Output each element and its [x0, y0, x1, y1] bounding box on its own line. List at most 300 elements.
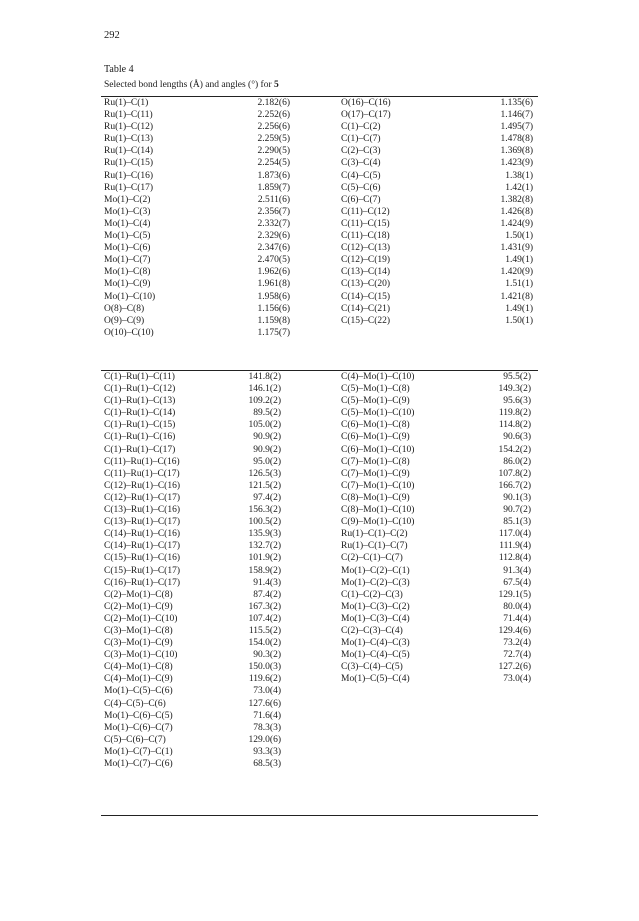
table-row: [104, 303, 290, 315]
row-label: C(12)–C(13): [341, 243, 391, 254]
bond-lengths-left-column: [104, 97, 290, 339]
row-value: 90.7(2): [503, 505, 531, 516]
row-value: 1.369(8): [500, 146, 533, 157]
row-value: 1.38(1): [505, 170, 533, 181]
table-row: [104, 746, 281, 758]
row-label: C(15)–Ru(1)–C(17): [104, 565, 180, 576]
table-row: [341, 625, 531, 637]
row-label: C(14)–Ru(1)–C(17): [104, 541, 180, 552]
table-row: [104, 407, 281, 419]
row-label: O(16)–C(16): [341, 98, 391, 108]
table-number: Table 4: [104, 64, 134, 75]
row-value: 1.426(8): [500, 206, 533, 217]
row-value: 117.0(4): [498, 529, 531, 540]
table-row: [341, 492, 531, 504]
row-label: C(2)–Mo(1)–C(10): [104, 613, 178, 624]
table-row: [104, 758, 281, 770]
row-value: 127.2(6): [498, 662, 531, 673]
row-value: 1.382(8): [500, 194, 533, 205]
row-value: 1.431(9): [500, 243, 533, 254]
row-value: 1.420(9): [500, 267, 533, 278]
row-value: 1.859(7): [257, 182, 290, 193]
row-value: 78.3(3): [253, 722, 281, 733]
row-value: 109.2(2): [248, 396, 281, 407]
row-label: C(12)–C(19): [341, 255, 391, 266]
row-value: 1.961(8): [257, 279, 290, 290]
row-label: Ru(1)–C(12): [104, 122, 154, 133]
row-label: C(5)–C(6): [341, 182, 381, 193]
row-value: 105.0(2): [248, 420, 281, 431]
row-label: Mo(1)–C(2)–C(1): [341, 565, 410, 576]
row-label: C(3)–Mo(1)–C(9): [104, 638, 173, 649]
table-row: [341, 577, 531, 589]
row-label: C(4)–Mo(1)–C(9): [104, 674, 173, 685]
row-value: 167.3(2): [248, 601, 281, 612]
row-value: 95.0(2): [253, 456, 281, 467]
table-row: [104, 97, 290, 109]
row-label: C(4)–Mo(1)–C(8): [104, 662, 173, 673]
table-row: [341, 431, 531, 443]
row-value: 127.6(6): [248, 698, 281, 709]
row-value: 1.478(8): [500, 134, 533, 145]
table-row: [104, 291, 290, 303]
row-value: 90.9(2): [253, 444, 281, 455]
table-row: [104, 242, 290, 254]
row-value: 2.290(5): [257, 146, 290, 157]
table-row: [104, 565, 281, 577]
table-row: [341, 230, 533, 242]
row-label: C(11)–Ru(1)–C(17): [104, 468, 180, 479]
row-value: 2.347(6): [257, 243, 290, 254]
row-value: 107.8(2): [498, 468, 531, 479]
row-value: 1.50(1): [505, 315, 533, 326]
row-label: C(14)–C(21): [341, 303, 391, 314]
row-label: C(6)–Mo(1)–C(8): [341, 420, 410, 431]
table-row: [104, 419, 281, 431]
row-label: Mo(1)–C(6)–C(5): [104, 710, 173, 721]
table-row: [341, 480, 531, 492]
table-row: [104, 480, 281, 492]
row-label: Ru(1)–C(17): [104, 182, 154, 193]
row-value: 1.50(1): [505, 231, 533, 242]
row-value: 71.6(4): [253, 710, 281, 721]
row-label: C(1)–Ru(1)–C(11): [104, 372, 175, 382]
row-value: 73.2(4): [503, 638, 531, 649]
row-label: C(13)–Ru(1)–C(17): [104, 517, 180, 528]
row-value: 90.1(3): [503, 492, 531, 503]
row-value: 91.3(4): [503, 565, 531, 576]
row-value: 112.8(4): [498, 553, 531, 564]
row-label: C(1)–Ru(1)–C(13): [104, 396, 176, 407]
table-row: [104, 552, 281, 564]
row-label: Ru(1)–C(16): [104, 170, 154, 181]
row-label: C(1)–Ru(1)–C(17): [104, 444, 176, 455]
row-value: 2.259(5): [257, 134, 290, 145]
row-label: C(6)–Mo(1)–C(10): [341, 444, 415, 455]
table-row: [104, 601, 281, 613]
row-value: 2.332(7): [257, 218, 290, 229]
table-row: [104, 218, 290, 230]
table-row: [104, 157, 290, 169]
row-value: 101.9(2): [248, 553, 281, 564]
row-value: 97.4(2): [253, 492, 281, 503]
row-label: Mo(1)–C(6)–C(7): [104, 722, 173, 733]
row-label: C(15)–C(22): [341, 315, 391, 326]
row-value: 1.962(6): [257, 267, 290, 278]
table-row: [341, 673, 531, 685]
row-value: 95.6(3): [503, 396, 531, 407]
table-row: [104, 266, 290, 278]
row-label: C(11)–C(12): [341, 206, 390, 217]
table-row: [104, 254, 290, 266]
row-label: Mo(1)–C(7)–C(1): [104, 746, 173, 757]
table-row: [341, 565, 531, 577]
table-row: [104, 383, 281, 395]
row-value: 132.7(2): [248, 541, 281, 552]
table-row: [104, 661, 281, 673]
row-label: Mo(1)–C(3)–C(4): [341, 613, 410, 624]
table-row: [104, 444, 281, 456]
row-label: Mo(1)–C(7)–C(6): [104, 759, 173, 769]
row-label: C(12)–Ru(1)–C(17): [104, 492, 180, 503]
row-label: C(14)–Ru(1)–C(16): [104, 529, 180, 540]
row-label: C(6)–Mo(1)–C(9): [341, 432, 410, 443]
row-value: 1.49(1): [505, 303, 533, 314]
row-value: 121.5(2): [248, 480, 281, 491]
row-label: C(1)–C(7): [341, 134, 381, 145]
row-value: 90.3(2): [253, 650, 281, 661]
table-row: [104, 589, 281, 601]
row-label: Mo(1)–C(5): [104, 231, 151, 242]
table-row: [341, 194, 533, 206]
table-row: [341, 97, 533, 109]
table-row: [104, 182, 290, 194]
table-row: [104, 468, 281, 480]
table-row: [104, 230, 290, 242]
row-value: 115.5(2): [248, 625, 281, 636]
row-label: Ru(1)–C(13): [104, 134, 154, 145]
row-label: C(1)–Ru(1)–C(15): [104, 420, 176, 431]
row-label: Mo(1)–C(2)–C(3): [341, 577, 410, 588]
table-row: [341, 182, 533, 194]
row-value: 1.135(6): [500, 98, 533, 108]
table-row: [104, 625, 281, 637]
row-value: 156.3(2): [248, 505, 281, 516]
table-row: [104, 540, 281, 552]
row-value: 154.2(2): [498, 444, 531, 455]
table-row: [341, 504, 531, 516]
table-row: [104, 577, 281, 589]
row-value: 90.6(3): [503, 432, 531, 443]
row-value: 68.5(3): [253, 759, 281, 769]
table-row: [341, 242, 533, 254]
table-row: [104, 637, 281, 649]
table-caption-text: Selected bond lengths (Å) and angles (°) for: [104, 80, 274, 90]
row-value: 135.9(3): [248, 529, 281, 540]
table-row: [104, 734, 281, 746]
row-label: Mo(1)–C(8): [104, 267, 151, 278]
row-value: 107.4(2): [248, 613, 281, 624]
row-value: 2.329(6): [257, 231, 290, 242]
table-row: [341, 254, 533, 266]
row-label: C(8)–Mo(1)–C(9): [341, 492, 410, 503]
row-label: Mo(1)–C(2): [104, 194, 151, 205]
row-value: 2.254(5): [257, 158, 290, 169]
row-label: C(9)–Mo(1)–C(10): [341, 517, 415, 528]
row-value: 111.9(4): [499, 541, 531, 552]
row-label: Ru(1)–C(14): [104, 146, 154, 157]
row-label: C(11)–C(15): [341, 218, 390, 229]
table-row: [104, 327, 290, 339]
table-row: [341, 444, 531, 456]
table-row: [341, 266, 533, 278]
row-label: C(8)–Mo(1)–C(10): [341, 505, 415, 516]
row-value: 91.4(3): [253, 577, 281, 588]
table-row: [104, 492, 281, 504]
table-row: [104, 278, 290, 290]
row-value: 119.8(2): [498, 408, 531, 419]
row-label: O(8)–C(8): [104, 303, 145, 314]
table-row: [341, 395, 531, 407]
table-row: [341, 278, 533, 290]
row-value: 1.175(7): [257, 327, 290, 338]
table-row: [104, 194, 290, 206]
table-row: [104, 528, 281, 540]
row-label: C(6)–C(7): [341, 194, 381, 205]
table-row: [341, 170, 533, 182]
table-caption: [104, 80, 279, 90]
row-value: 129.0(6): [248, 734, 281, 745]
row-value: 80.0(4): [503, 601, 531, 612]
table-row: [104, 722, 281, 734]
table-row: [341, 383, 531, 395]
row-value: 73.0(4): [253, 686, 281, 697]
row-value: 95.5(2): [503, 372, 531, 382]
row-label: C(1)–C(2): [341, 122, 381, 133]
table-row: [341, 601, 531, 613]
row-label: C(5)–Mo(1)–C(9): [341, 396, 410, 407]
row-value: 1.423(9): [500, 158, 533, 169]
row-label: Mo(1)–C(5)–C(6): [104, 686, 173, 697]
row-label: C(3)–Mo(1)–C(10): [104, 650, 178, 661]
table-row: [104, 170, 290, 182]
table-row: [341, 315, 533, 327]
table-row: [341, 407, 531, 419]
table-row: [104, 206, 290, 218]
row-value: 85.1(3): [503, 517, 531, 528]
row-label: Mo(1)–C(4)–C(5): [341, 650, 410, 661]
row-value: 67.5(4): [503, 577, 531, 588]
row-value: 1.421(8): [500, 291, 533, 302]
row-value: 2.470(5): [257, 255, 290, 266]
row-value: 93.3(3): [253, 746, 281, 757]
table-row: [341, 552, 531, 564]
row-value: 1.42(1): [505, 182, 533, 193]
row-value: 166.7(2): [498, 480, 531, 491]
table-row: [104, 698, 281, 710]
row-value: 1.424(9): [500, 218, 533, 229]
row-value: 71.4(4): [503, 613, 531, 624]
row-label: C(5)–Mo(1)–C(10): [341, 408, 415, 419]
row-label: Mo(1)–C(7): [104, 255, 151, 266]
row-value: 1.159(8): [257, 315, 290, 326]
row-label: C(7)–Mo(1)–C(10): [341, 480, 415, 491]
table-row: [341, 133, 533, 145]
table-row: [341, 157, 533, 169]
table-row: [104, 145, 290, 157]
row-label: Mo(1)–C(3)–C(2): [341, 601, 410, 612]
row-value: 1.51(1): [505, 279, 533, 290]
table-caption-compound: 5: [274, 80, 279, 90]
row-label: C(3)–Mo(1)–C(8): [104, 625, 173, 636]
row-value: 2.182(6): [257, 98, 290, 108]
row-value: 86.0(2): [503, 456, 531, 467]
table-row: [104, 516, 281, 528]
row-label: Mo(1)–C(4)–C(3): [341, 638, 410, 649]
row-value: 1.156(6): [257, 303, 290, 314]
row-value: 1.495(7): [500, 122, 533, 133]
row-value: 146.1(2): [248, 384, 281, 395]
row-value: 126.5(3): [248, 468, 281, 479]
row-label: C(1)–Ru(1)–C(14): [104, 408, 176, 419]
table-row: [104, 121, 290, 133]
row-label: O(9)–C(9): [104, 315, 145, 326]
row-value: 100.5(2): [248, 517, 281, 528]
table-row: [341, 419, 531, 431]
table-row: [104, 613, 281, 625]
row-label: C(14)–C(15): [341, 291, 391, 302]
table-row: [104, 431, 281, 443]
row-label: C(15)–Ru(1)–C(16): [104, 553, 180, 564]
row-value: 129.4(6): [498, 625, 531, 636]
bond-lengths-right-column: [341, 97, 533, 327]
row-label: O(17)–C(17): [341, 110, 391, 121]
row-label: C(2)–Mo(1)–C(9): [104, 601, 173, 612]
row-value: 2.511(6): [257, 194, 290, 205]
table-row: [104, 710, 281, 722]
row-label: O(10)–C(10): [104, 327, 154, 338]
row-label: C(7)–Mo(1)–C(9): [341, 468, 410, 479]
row-label: C(1)–Ru(1)–C(12): [104, 384, 176, 395]
row-value: 119.6(2): [248, 674, 281, 685]
row-label: C(2)–C(3): [341, 146, 381, 157]
table-row: [341, 371, 531, 383]
table-row: [341, 291, 533, 303]
row-label: Mo(1)–C(4): [104, 218, 151, 229]
table-row: [104, 456, 281, 468]
table-row: [104, 649, 281, 661]
row-label: C(11)–Ru(1)–C(16): [104, 456, 180, 467]
table-row: [341, 218, 533, 230]
row-value: 89.5(2): [253, 408, 281, 419]
row-label: Ru(1)–C(1): [104, 98, 149, 108]
row-value: 72.7(4): [503, 650, 531, 661]
row-value: 158.9(2): [248, 565, 281, 576]
row-label: Mo(1)–C(3): [104, 206, 151, 217]
row-label: C(11)–C(18): [341, 231, 390, 242]
row-label: Ru(1)–C(1)–C(7): [341, 541, 408, 552]
table-row: [341, 589, 531, 601]
table-row: [341, 145, 533, 157]
table-row: [104, 395, 281, 407]
row-label: Mo(1)–C(10): [104, 291, 156, 302]
table-row: [341, 303, 533, 315]
row-label: C(3)–C(4)–C(5): [341, 662, 403, 673]
table-row: [104, 109, 290, 121]
row-value: 150.0(3): [248, 662, 281, 673]
table-row: [104, 673, 281, 685]
row-value: 149.3(2): [498, 384, 531, 395]
table-row: [104, 685, 281, 697]
row-label: C(4)–C(5): [341, 170, 381, 181]
table-row: [341, 206, 533, 218]
row-label: C(12)–Ru(1)–C(16): [104, 480, 180, 491]
table-row: [341, 456, 531, 468]
table-row: [341, 613, 531, 625]
row-label: C(5)–Mo(1)–C(8): [341, 384, 410, 395]
row-value: 2.256(6): [257, 122, 290, 133]
row-label: C(16)–Ru(1)–C(17): [104, 577, 180, 588]
row-value: 90.9(2): [253, 432, 281, 443]
table-row: [341, 468, 531, 480]
row-label: C(4)–C(5)–C(6): [104, 698, 166, 709]
row-value: 73.0(4): [503, 674, 531, 685]
row-value: 87.4(2): [253, 589, 281, 600]
row-value: 141.8(2): [248, 372, 281, 382]
table-row: [104, 504, 281, 516]
row-label: C(13)–C(20): [341, 279, 391, 290]
row-value: 154.0(2): [248, 638, 281, 649]
row-label: Mo(1)–C(9): [104, 279, 151, 290]
row-label: C(7)–Mo(1)–C(8): [341, 456, 410, 467]
table-row: [341, 528, 531, 540]
table-row: [341, 540, 531, 552]
table-bottom-rule: [101, 815, 538, 816]
row-value: 1.873(6): [257, 170, 290, 181]
row-value: 114.8(2): [498, 420, 531, 431]
row-label: C(2)–Mo(1)–C(8): [104, 589, 173, 600]
row-value: 2.252(6): [257, 110, 290, 121]
row-label: C(2)–C(3)–C(4): [341, 625, 403, 636]
table-row: [104, 133, 290, 145]
row-label: C(1)–Ru(1)–C(16): [104, 432, 176, 443]
row-label: Mo(1)–C(6): [104, 243, 151, 254]
row-label: C(2)–C(1)–C(7): [341, 553, 403, 564]
table-row: [104, 315, 290, 327]
table-row: [341, 649, 531, 661]
table-row: [341, 661, 531, 673]
table-row: [341, 121, 533, 133]
row-label: C(3)–C(4): [341, 158, 381, 169]
row-value: 1.49(1): [505, 255, 533, 266]
row-value: 2.356(7): [257, 206, 290, 217]
row-label: Ru(1)–C(1)–C(2): [341, 529, 408, 540]
row-value: 1.146(7): [500, 110, 533, 121]
table-row: [341, 516, 531, 528]
row-label: C(1)–C(2)–C(3): [341, 589, 403, 600]
row-label: C(13)–Ru(1)–C(16): [104, 505, 180, 516]
table-row: [104, 371, 281, 383]
row-value: 129.1(5): [498, 589, 531, 600]
row-label: C(13)–C(14): [341, 267, 391, 278]
row-label: Ru(1)–C(15): [104, 158, 154, 169]
table-row: [341, 637, 531, 649]
row-label: Ru(1)–C(11): [104, 110, 153, 121]
bond-angles-left-column: [104, 371, 281, 770]
row-label: C(5)–C(6)–C(7): [104, 734, 166, 745]
row-value: 1.958(6): [257, 291, 290, 302]
row-label: Mo(1)–C(5)–C(4): [341, 674, 410, 685]
